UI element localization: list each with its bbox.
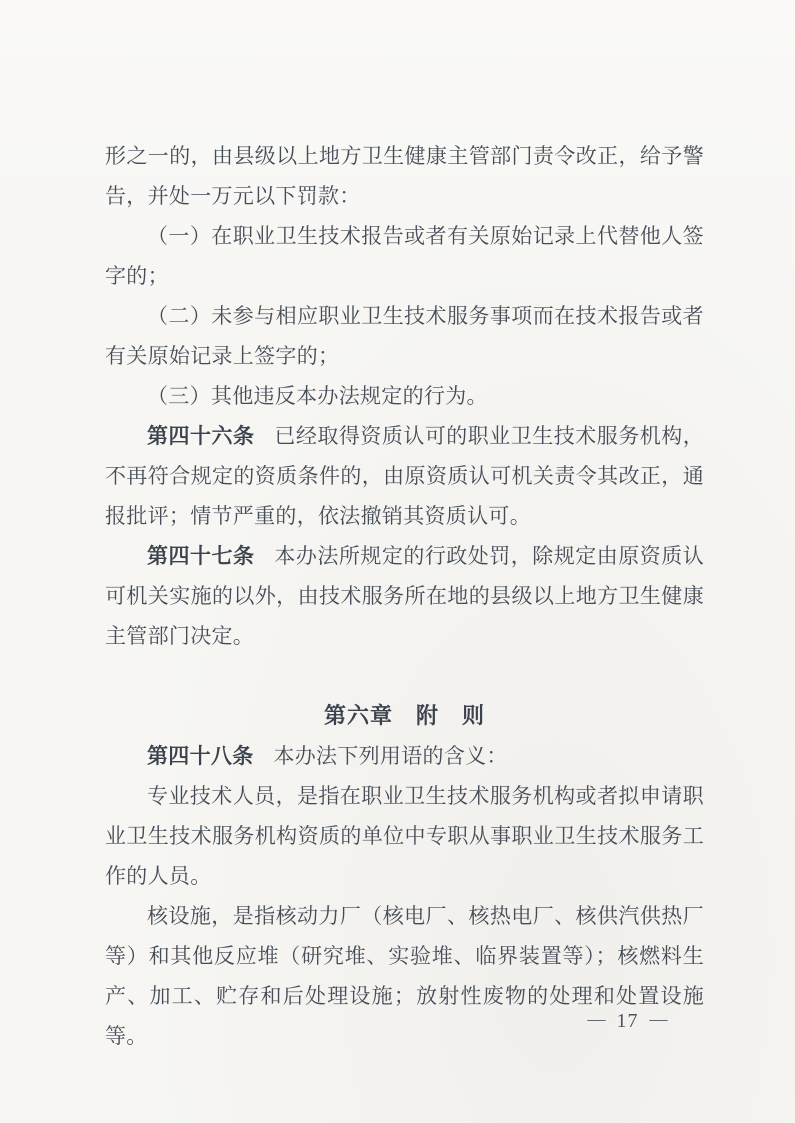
article-text-48: 本办法下列用语的含义： <box>273 744 508 768</box>
list-item-3: （三）其他违反本办法规定的行为。 <box>147 384 488 408</box>
article-number-46: 第四十六条 <box>147 424 255 448</box>
article-paragraph-46 <box>105 416 704 536</box>
article-number-48: 第四十八条 <box>147 744 254 768</box>
definition-paragraph-professionals: 专业技术人员，是指在职业卫生技术服务机构或者拟申请职业卫生技术服务机构资质的单位中专职从事职业卫生技术服务工作的人员。 <box>105 784 704 888</box>
page-footer <box>540 1006 715 1036</box>
footer-dash-right: — <box>649 1009 668 1029</box>
article-paragraph-48 <box>105 736 704 776</box>
article-text-46: 已经取得资质认可的职业卫生技术服务机构，不再符合规定的资质条件的，由原资质认可机关责令其改正，通报批评；情节严重的，依法撤销其资质认可。 <box>105 424 705 528</box>
article-paragraph-47 <box>105 536 704 656</box>
article-text-47: 本办法所规定的行政处罚，除规定由原资质认可机关实施的以外，由技术服务所在地的县级以上地方卫生健康主管部门决定。 <box>105 544 705 648</box>
footer-dash-left: — <box>587 1009 606 1029</box>
definition-paragraph-nuclear-facilities: 核设施，是指核动力厂（核电厂、核热电厂、核供汽供热厂等）和其他反应堆（研究堆、实验堆、临界装置等）；核燃料生产、加工、贮存和后处理设施；放射性废物的处理和处置设施等。 <box>105 904 704 1048</box>
document-body <box>105 136 704 1056</box>
chapter-heading: 第六章 附 则 <box>323 703 485 728</box>
article-number-47: 第四十七条 <box>147 544 255 568</box>
page-number: 17 <box>616 1010 639 1032</box>
paragraph-continuation: 形之一的，由县级以上地方卫生健康主管部门责令改正，给予警告，并处一万元以下罚款： <box>105 144 704 208</box>
list-item-2: （二）未参与相应职业卫生技术服务事项而在技术报告或者有关原始记录上签字的； <box>105 304 704 368</box>
list-item-1: （一）在职业卫生技术报告或者有关原始记录上代替他人签字的； <box>105 224 704 288</box>
